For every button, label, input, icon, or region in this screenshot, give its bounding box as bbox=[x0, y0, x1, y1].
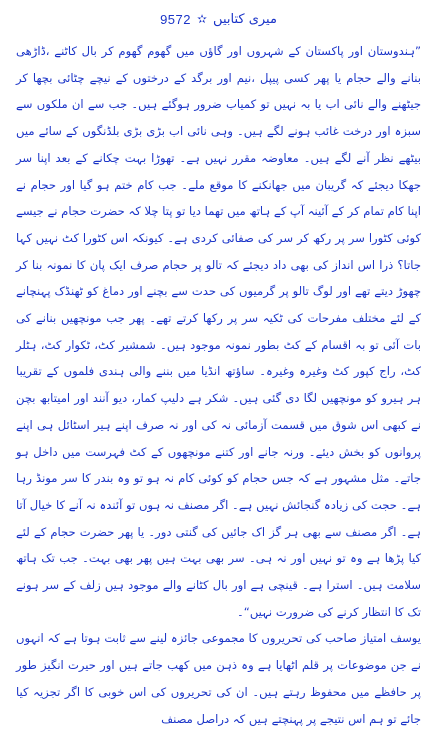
body-text bbox=[16, 38, 421, 732]
star-icon: ✫ bbox=[196, 12, 208, 26]
paragraph-2: یوسف امتیاز صاحب کی تحریروں کا مجموعی جائزہ لینے سے ثابت ہوتا ہے کہ انہوں نے جن موضوعات پر قلم اٹھایا ہے وہ ذہن میں کھب جاتے ہیں اور حیرت انگیز طور پر حافظے میں محفوظ رہتے ہیں۔ ان کی تحریروں کی اس خوبی کا اگر تجزیہ کیا جائے تو ہم اس نتیجے پر پہنچتے ہیں کہ دراصل مصنف bbox=[16, 631, 421, 726]
running-title: میری کتابیں bbox=[213, 11, 277, 27]
page-number: 9572 bbox=[160, 11, 191, 27]
page-header bbox=[16, 8, 421, 30]
paragraph-1: ”ہندوستان اور پاکستان کے شہروں اور گاؤں میں گھوم گھوم کر بال کاٹنے ،ڈاڑھی بنانے والے حجام یا پھر کسی پیپل ،نیم اور برگد کے درختوں کے نیچے چٹائی بچھا کر جیٹھنے والے نائی اب یا بہ نہیں تو کمیاب ضرور ہوگئے ہیں۔ جب سے ان ملکوں سے سبزہ اور درخت غائب ہونے لگے ہیں۔ وہی نائی اب بڑی بڑی بلڈنگوں کے سائے میں بیٹھے نظر آنے لگے ہیں۔ معاوضہ مقرر نہیں ہے۔ تھوڑا بہت چکانے کے بعد اپنا سر جھکا دیجئے کہ گریبان میں جھانکنے کا موقع ملے۔ جب کام ختم ہو گیا اور حجام نے اپنا کام تمام کر کے آئینہ آپ کے ہاتھ میں تھما دیا تو پتا چلا کہ حضرت حجام نے جیسے کوئی کٹورا سر پر رکھ کر سر کی صفائی کردی ہے۔ کیونکہ اس کٹورا کٹ نہیں کہا جاتا؟ ذرا اس انداز کی بھی داد دیجئے کہ تالو پر حجام صرف ایک پان کا نمونہ بنا کر چھوڑ دیتے تھے اور لوگ تالو پر گرمیوں کی حدت سے بچنے اور دماغ کو ٹھنڈک پہنچانے کے لئے مختلف مفرحات کی ٹکیہ سر پر رکھا کرتے تھے۔ پھر جب مونچھیں بنانے کی بات آئی تو بہ اقسام کے کٹ بطور نمونہ موجود ہیں۔ شمشیر کٹ، ٹکوار کٹ، ہٹلر کٹ، راج کپور کٹ وغیرہ وغیرہ۔ ساؤتھ انڈیا میں بننے والی ہندی فلموں کے تقریبا ہر ہیرو کو مونچھیں لگا دی گئی ہیں۔ شکر ہے دلیپ کمار، دیو آنند اور امیتابھ بچن نے کبھی اس شوق میں قسمت آزمائی نہ کی اور نہ صرف اپنے ہیر اسٹائل ہی اپنے پروانوں کو بخش دیئے۔ ورنہ جانے اور کتنے مونچھوں کے کٹ فہرست میں داخل ہو جاتے۔ مثل مشہور ہے کہ جس حجام کو کوئی کام نہ ہو تو وہ بندر کا سر مونڈ رہا ہے۔ حجت کی زیادہ گنجائش نہیں ہے۔ اگر مصنف نہ ہوں تو آئندہ نہ آنے کا خیال آتا ہے۔ اگر مصنف سے بھی ہر گز اک جائیں کی گنتی دور۔ یا پھر حضرت حجام کے لئے کیا پڑھا ہے وہ تو نہیں اور نہ ہی۔ سر بھی بہت ہیں پھر بھی بہت۔ جب تک ہاتھ سلامت ہیں۔ استرا ہے۔ قینچی ہے اور بال کٹانے والے موجود ہیں زلف کے سر ہونے تک کا انتظار کرنے کی ضرورت نہیں“۔ bbox=[15, 44, 421, 619]
